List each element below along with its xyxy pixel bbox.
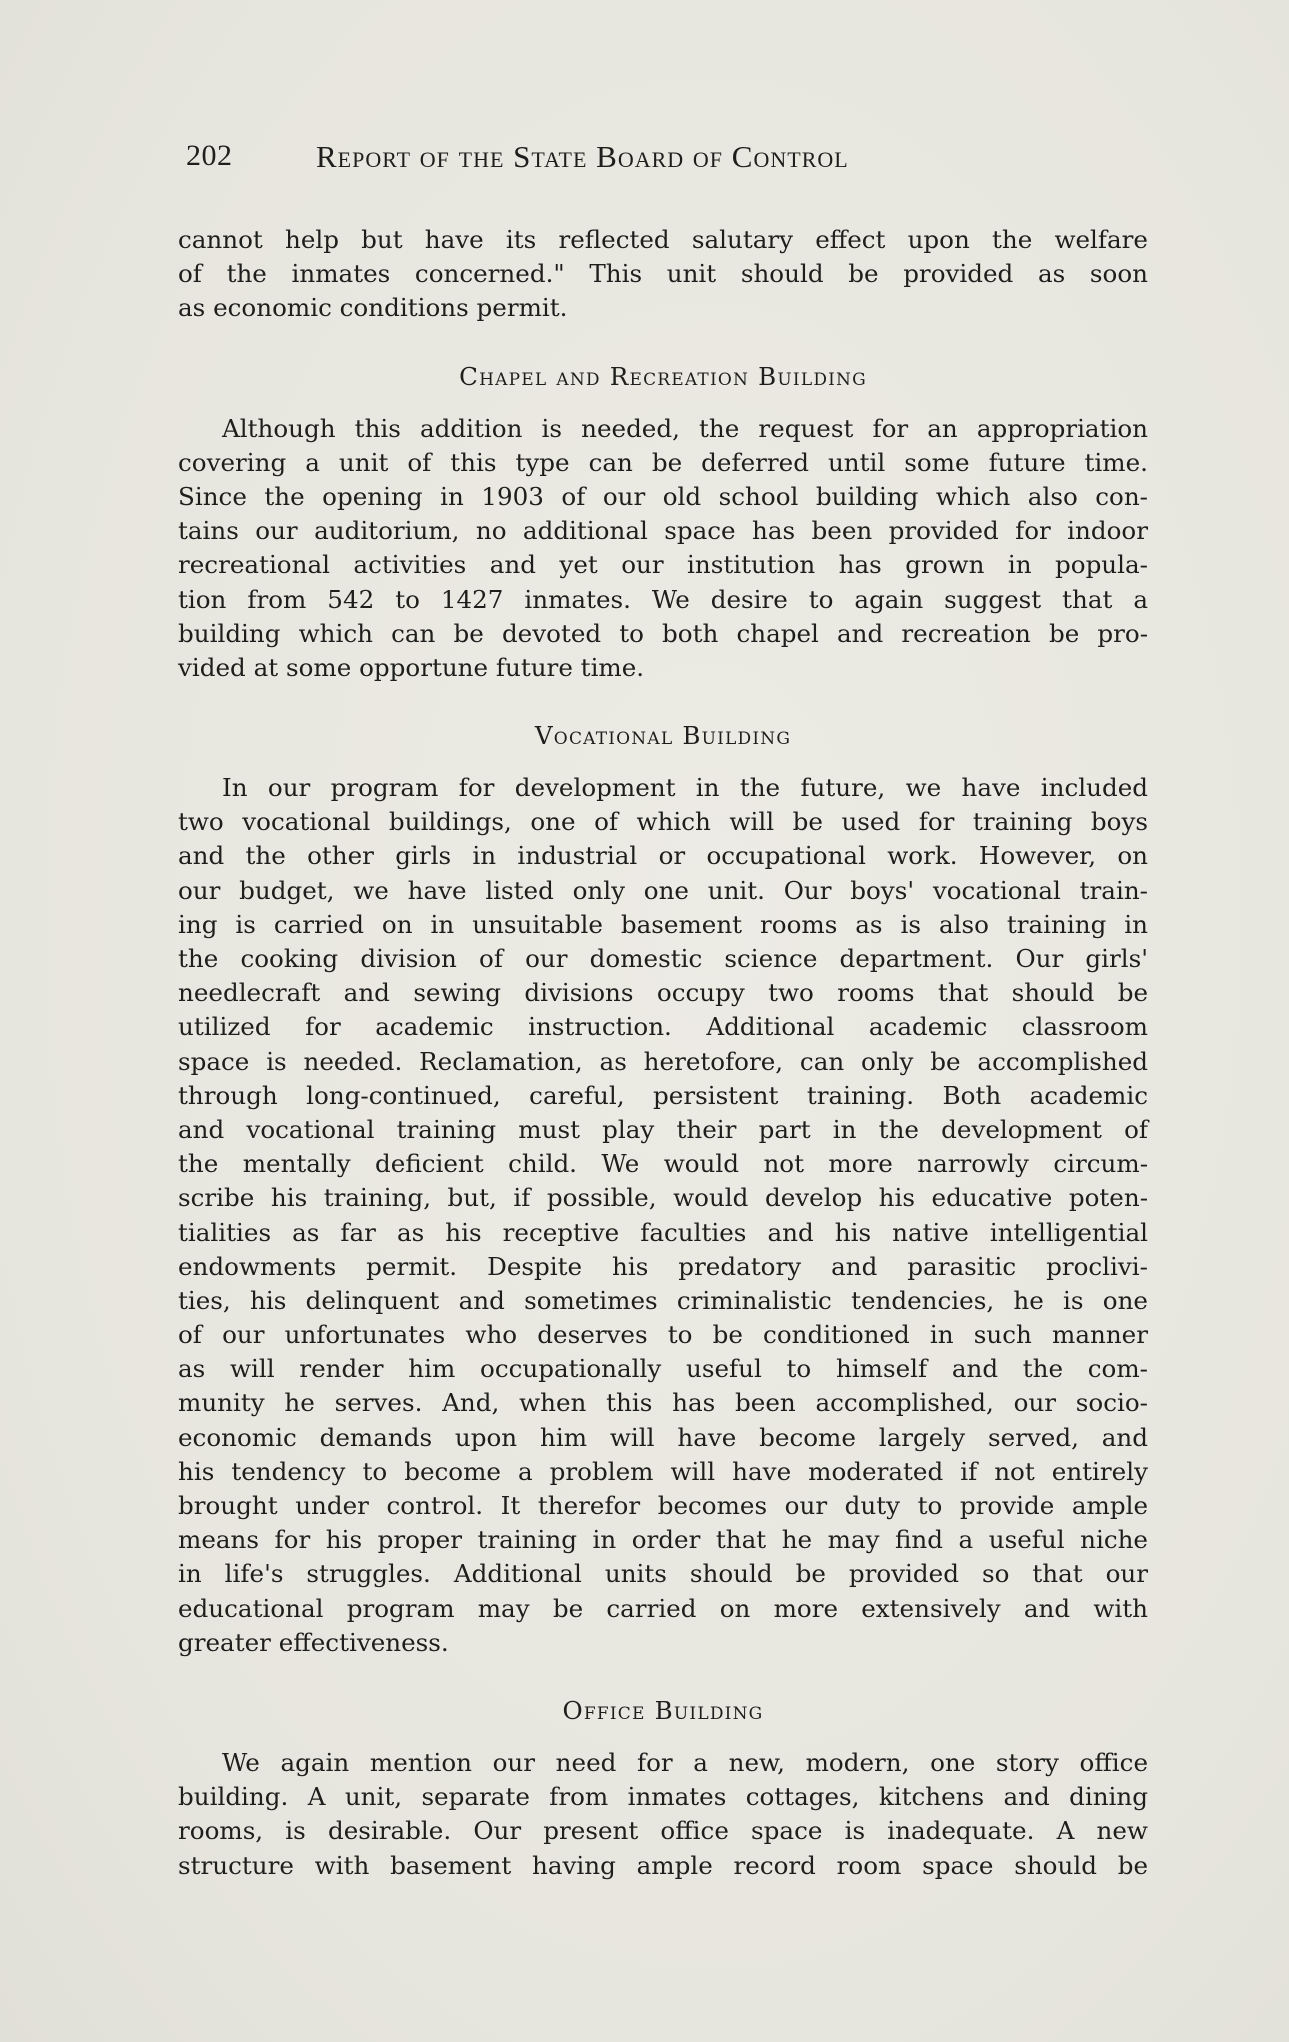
page-header bbox=[186, 139, 1146, 179]
text-line: our budget, we have listed only one unit. Our boys' vocational train- bbox=[178, 875, 1148, 905]
text-line: his tendency to become a problem will have moderated if not entirely bbox=[178, 1456, 1148, 1486]
text-line: We again mention our need for a new, modern, one story office bbox=[222, 1747, 1148, 1777]
text-line: means for his proper training in order that he may find a useful niche bbox=[178, 1525, 1148, 1555]
section-heading-vocational: Vocational Building bbox=[534, 721, 792, 751]
text-line: structure with basement having ample record room space should be bbox=[178, 1850, 1148, 1880]
text-line: brought under control. It therefor becomes our duty to provide ample bbox=[178, 1491, 1148, 1520]
text-line: and vocational training must play their part in the development of bbox=[178, 1114, 1148, 1144]
text-line: Since the opening in 1903 of our old school building which also con- bbox=[178, 481, 1148, 511]
text-line: through long-continued, careful, persistent training. Both academic bbox=[178, 1080, 1148, 1110]
running-title: Report of the State Board of Control bbox=[316, 139, 849, 174]
text-line: greater effectiveness. bbox=[178, 1627, 449, 1657]
text-line: the mentally deficient child. We would not more narrowly circum- bbox=[178, 1149, 1148, 1179]
text-line: educational program may be carried on more extensively and with bbox=[178, 1593, 1148, 1623]
text-line: two vocational buildings, one of which will be used for training boys bbox=[178, 807, 1148, 837]
vocational-paragraph bbox=[178, 771, 1148, 1660]
text-line: tion from 542 to 1427 inmates. We desire to again suggest that a bbox=[178, 584, 1148, 614]
section-heading-chapel: Chapel and Recreation Building bbox=[459, 361, 867, 391]
text-line: munity he serves. And, when this has been accomplished, our socio- bbox=[178, 1388, 1148, 1418]
body-text bbox=[178, 223, 1148, 1883]
text-line: of our unfortunates who deserves to be conditioned in such manner bbox=[178, 1320, 1148, 1350]
text-line: and the other girls in industrial or occupational work. However, on bbox=[178, 841, 1148, 871]
page-number: 202 bbox=[186, 139, 233, 172]
text-line: recreational activities and yet our institution has grown in popula- bbox=[178, 550, 1148, 580]
text-line: scribe his training, but, if possible, would develop his educative poten- bbox=[178, 1183, 1148, 1213]
text-line: as will render him occupationally useful to himself and the com- bbox=[178, 1354, 1148, 1384]
text-line: rooms, is desirable. Our present office space is inadequate. A new bbox=[178, 1816, 1148, 1846]
text-line: economic demands upon him will have become largely served, and bbox=[178, 1422, 1148, 1452]
text-line: building. A unit, separate from inmates cottages, kitchens and dining bbox=[178, 1782, 1148, 1812]
text-line: of the inmates concerned." This unit should be provided as soon bbox=[178, 259, 1148, 289]
text-line: Although this addition is needed, the request for an appropriation bbox=[222, 413, 1148, 443]
chapel-paragraph bbox=[178, 412, 1148, 686]
text-line: in life's struggles. Additional units should be provided so that our bbox=[178, 1559, 1148, 1589]
text-line: In our program for development in the future, we have included bbox=[222, 773, 1148, 803]
text-line: tialities as far as his receptive faculties and his native intelligential bbox=[178, 1217, 1148, 1247]
text-line: vided at some opportune future time. bbox=[178, 652, 645, 682]
text-line: building which can be devoted to both chapel and recreation be pro- bbox=[178, 618, 1148, 648]
text-line: as economic conditions permit. bbox=[178, 293, 568, 323]
text-line: the cooking division of our domestic science department. Our girls' bbox=[178, 944, 1148, 973]
text-line: utilized for academic instruction. Additional academic classroom bbox=[178, 1012, 1148, 1042]
text-line: ing is carried on in unsuitable basement rooms as is also training in bbox=[178, 909, 1148, 939]
section-heading-office: Office Building bbox=[562, 1695, 764, 1725]
office-paragraph bbox=[178, 1746, 1148, 1883]
text-line: ties, his delinquent and sometimes criminalistic tendencies, he is one bbox=[178, 1285, 1148, 1315]
intro-paragraph bbox=[178, 223, 1148, 326]
text-line: endowments permit. Despite his predatory and parasitic proclivi- bbox=[178, 1251, 1148, 1281]
text-line: tains our auditorium, no additional space has been provided for indoor bbox=[178, 516, 1148, 546]
text-line: space is needed. Reclamation, as heretofore, can only be accomplished bbox=[178, 1046, 1148, 1076]
text-line: needlecraft and sewing divisions occupy two rooms that should be bbox=[178, 978, 1148, 1008]
text-line: cannot help but have its reflected salutary effect upon the welfare bbox=[178, 225, 1148, 254]
text-line: covering a unit of this type can be deferred until some future time. bbox=[178, 447, 1148, 477]
